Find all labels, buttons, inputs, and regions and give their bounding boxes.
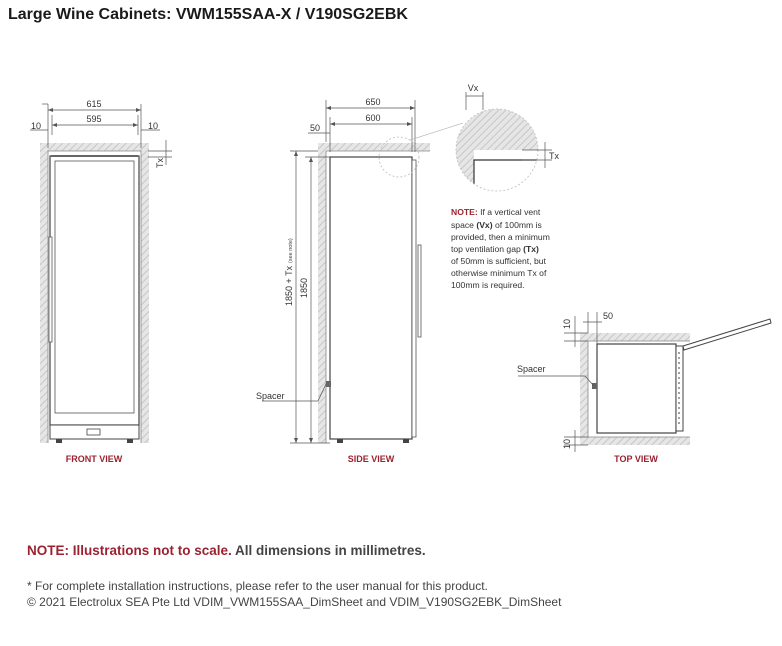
note-line-4a: top ventilation gap	[451, 244, 524, 254]
front-view	[30, 99, 172, 464]
note-line-3: provided, then a minimum	[451, 232, 550, 242]
top-dim-10-top: 10	[562, 318, 572, 329]
note-line-7: 100mm is required.	[451, 280, 525, 290]
side-spacer	[326, 381, 331, 387]
footer-copyright: © 2021 Electrolux SEA Pte Ltd VDIM_VWM155SAA_DimSheet and VDIM_V190SG2EBK_DimSheet	[27, 595, 562, 609]
control-panel-icon	[87, 429, 100, 435]
side-door-handle	[418, 245, 421, 337]
note-line-2b: (Vx)	[476, 220, 493, 230]
top-dim-10-bottom: 10	[562, 438, 572, 449]
svg-text:space (Vx) of 100mm is	[451, 220, 542, 230]
page-title: Large Wine Cabinets: VWM155SAA-X / V190SG2EBK	[8, 6, 408, 23]
front-dim-615: 615	[86, 99, 102, 109]
scale-note	[27, 543, 426, 558]
top-spacer	[592, 383, 597, 389]
open-door	[683, 319, 771, 350]
scale-note-rest: All dimensions in millimetres.	[231, 543, 426, 558]
side-dim-600: 600	[365, 113, 381, 123]
note-line-2a: space	[451, 220, 477, 230]
svg-text:NOTE: If a vertical vent	[451, 207, 541, 217]
front-cabinet	[49, 155, 139, 443]
side-cabinet	[326, 157, 421, 443]
note-line-6: otherwise minimum Tx of	[451, 268, 547, 278]
detail-tx: Tx	[549, 151, 559, 161]
side-view-label: SIDE VIEW	[347, 454, 395, 464]
note-line-2c: of 100mm is	[492, 220, 542, 230]
footer-instructions: * For complete installation instructions, please refer to the user manual for this product.	[27, 579, 488, 593]
side-dim-50: 50	[309, 123, 321, 133]
detail-vx: Vx	[467, 83, 479, 93]
side-spacer-label: Spacer	[256, 391, 285, 401]
svg-text:top ventilation gap (Tx)	[451, 244, 539, 254]
note-line-1: If a vertical vent	[480, 207, 541, 217]
side-dim-650: 650	[365, 97, 381, 107]
top-view	[517, 311, 771, 464]
side-view	[256, 97, 430, 464]
side-dim-1850: 1850	[299, 277, 309, 298]
front-dim-595: 595	[86, 114, 102, 124]
front-dim-tx: Tx	[155, 158, 165, 168]
top-spacer-label: Spacer	[517, 364, 546, 374]
vent-note	[451, 207, 550, 290]
front-view-label: FRONT VIEW	[65, 454, 123, 464]
front-dim-10-right: 10	[147, 121, 159, 131]
note-line-5: of 50mm is sufficient, but	[451, 256, 546, 266]
top-dim-50: 50	[603, 311, 614, 321]
side-see-note: (see note)	[288, 238, 294, 263]
note-line-4b: (Tx)	[523, 244, 539, 254]
side-dim-1850-tx: 1850 + Tx	[284, 265, 294, 306]
scale-note-red: NOTE: Illustrations not to scale.	[27, 543, 232, 558]
front-dim-10-left: 10	[30, 121, 42, 131]
door-handle	[49, 237, 52, 342]
note-prefix: NOTE:	[451, 207, 478, 217]
top-view-label: TOP VIEW	[614, 454, 658, 464]
